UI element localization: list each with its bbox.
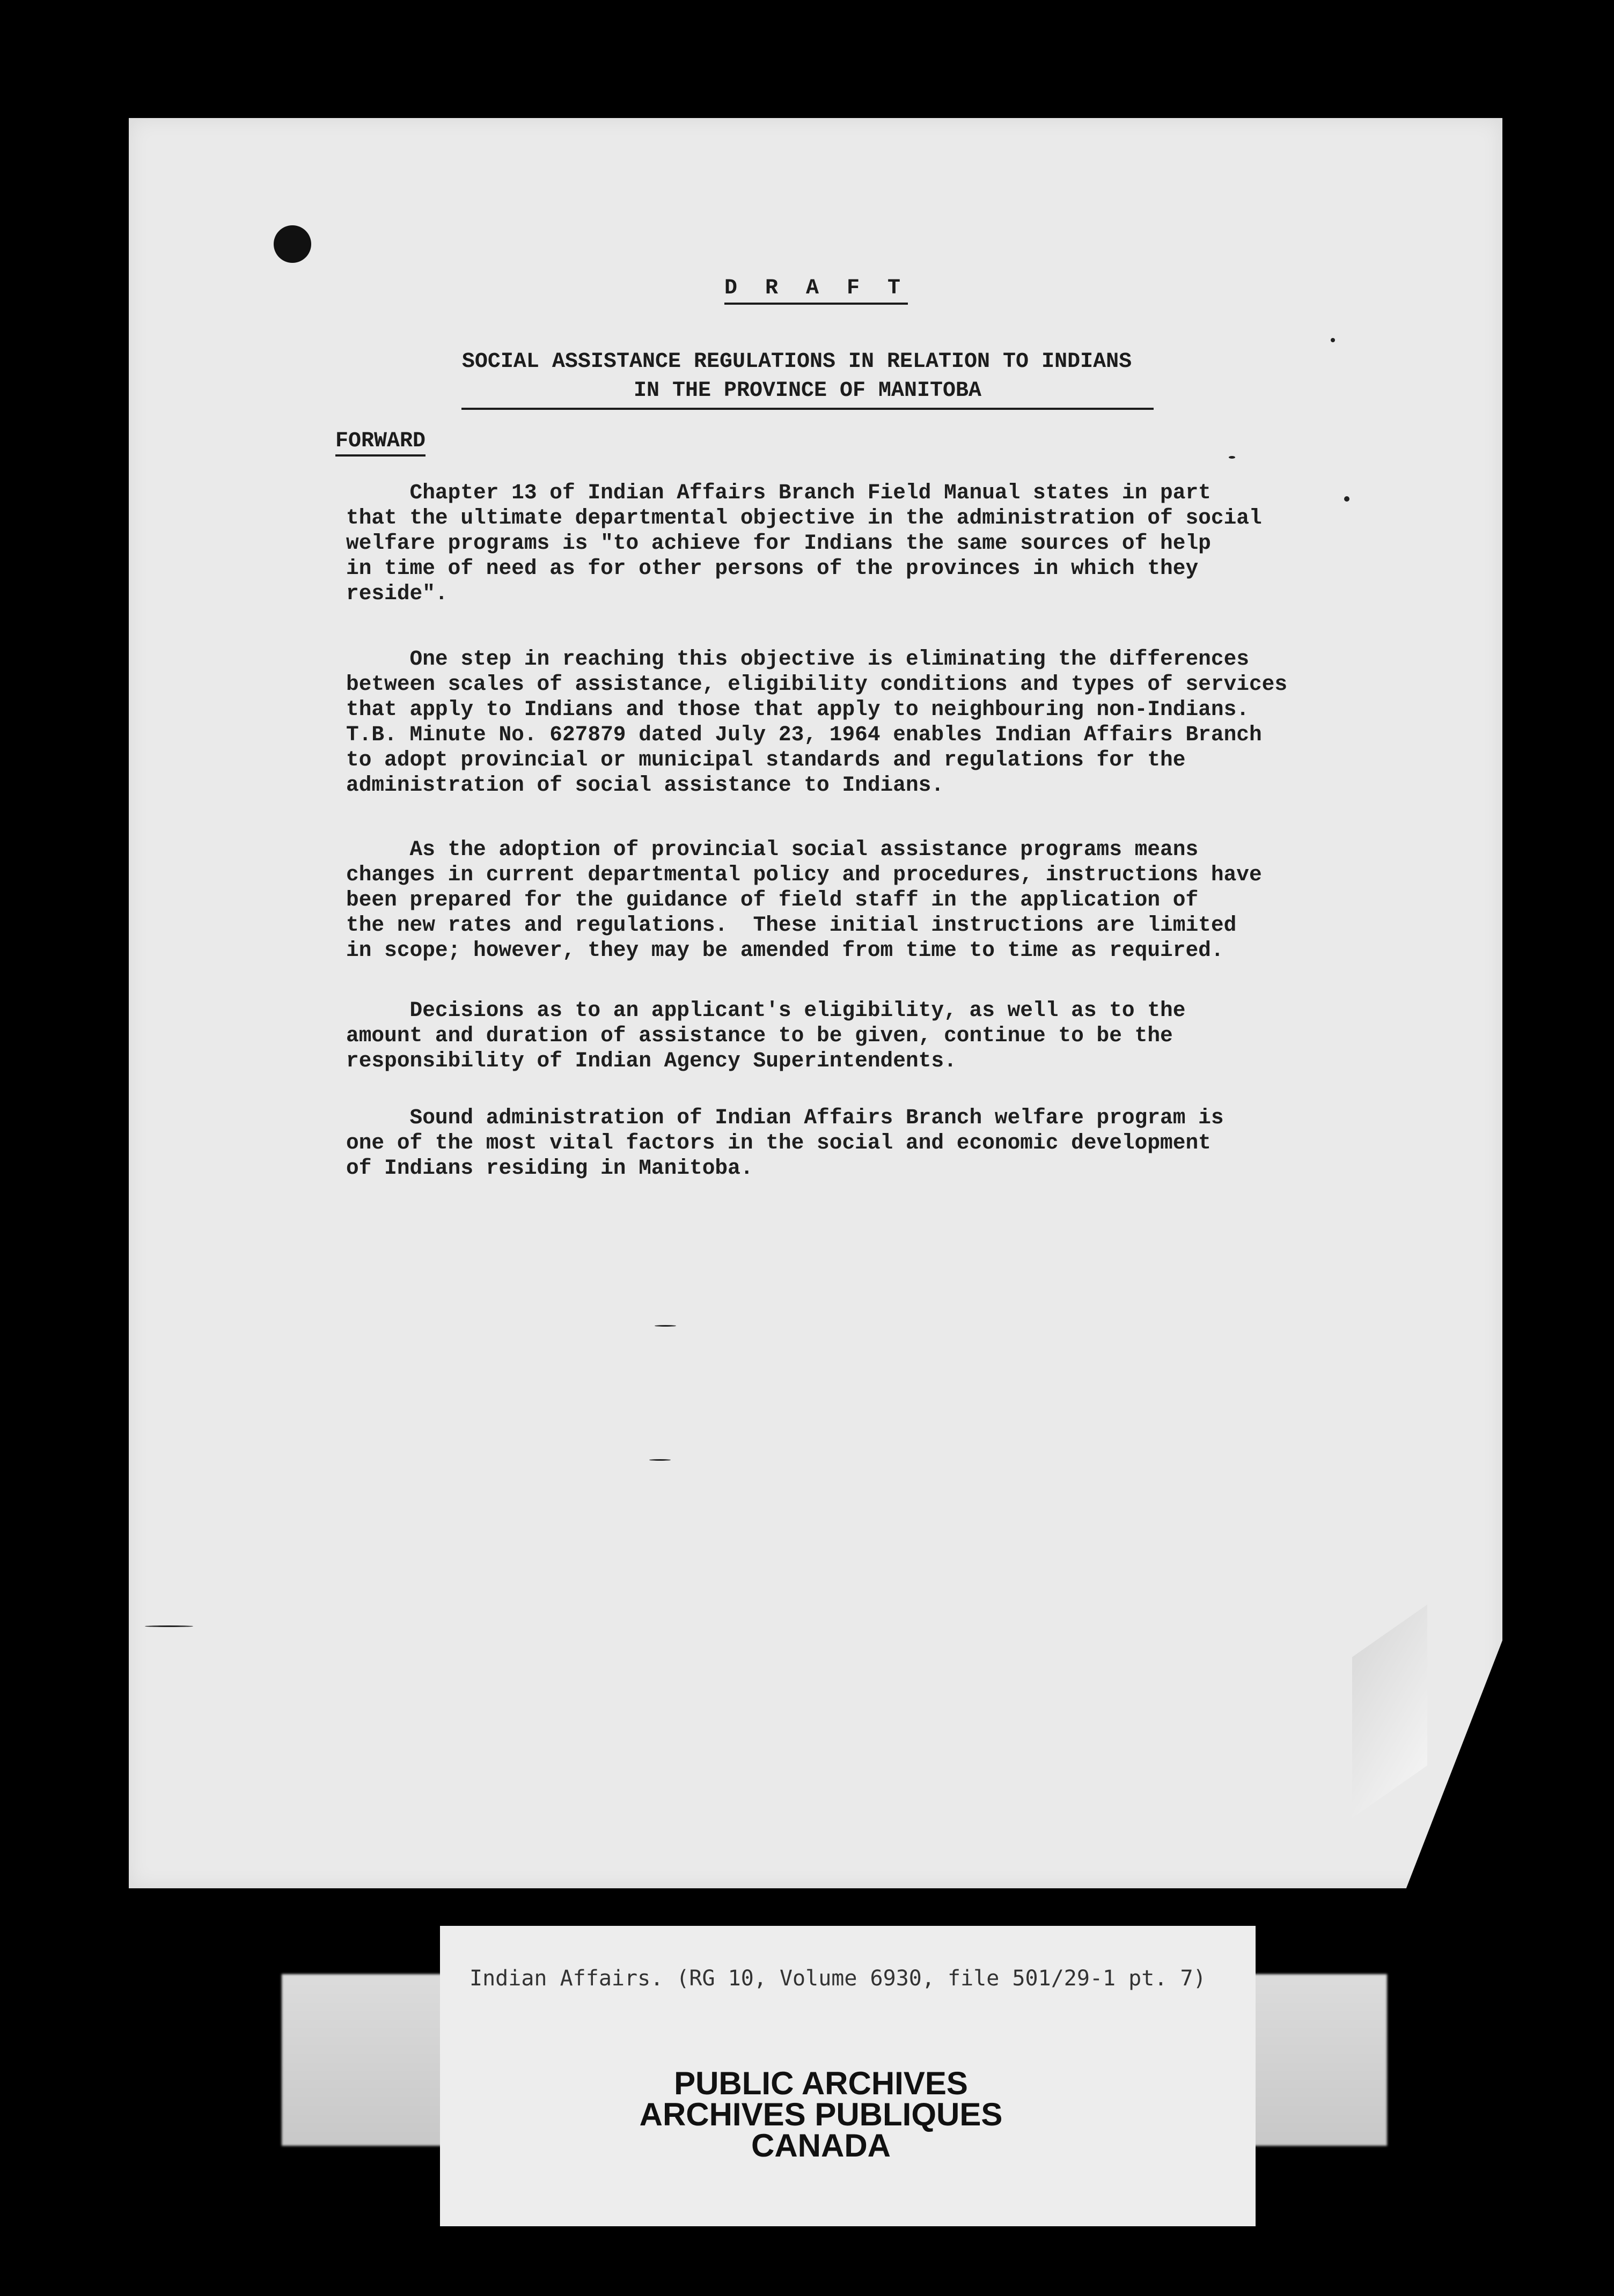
document-title bbox=[440, 348, 1154, 410]
archive-stamp-line-3: CANADA bbox=[751, 2128, 891, 2163]
paper-speck bbox=[145, 1625, 193, 1627]
paragraph: Sound administration of Indian Affairs Branch welfare program is one of the most vital factors in the social and economic development of Indians residing in Manitoba. bbox=[346, 1106, 1224, 1180]
archive-stamp-line-1: PUBLIC ARCHIVES bbox=[674, 2065, 968, 2101]
archive-stamp-line-2: ARCHIVES PUBLIQUES bbox=[639, 2096, 1003, 2132]
paper-speck bbox=[655, 1325, 676, 1327]
paragraph: Chapter 13 of Indian Affairs Branch Field Manual states in part that the ultimate departmental objective in the administration of social welfare programs is "to achieve for Indians the same sources of help in time of need as for other persons of the provinces in which they reside". bbox=[346, 481, 1262, 606]
title-line-2: IN THE PROVINCE OF MANITOBA bbox=[461, 377, 1154, 410]
paper-speck bbox=[1229, 456, 1235, 459]
archive-reference: Indian Affairs. (RG 10, Volume 6930, file 501/29-1 pt. 7) bbox=[469, 1966, 1206, 1991]
paragraph: Decisions as to an applicant's eligibility, as well as to the amount and duration of assistance to be given, continue to be the responsibility of Indian Agency Superintendents. bbox=[346, 998, 1186, 1073]
archive-stamp bbox=[579, 2065, 1062, 2163]
paragraph: As the adoption of provincial social assistance programs means changes in current departmental policy and procedures, instructions have been prepared for the guidance of field staff in the application of the new rates and regulations. These initial instructions are limited in scope; however, they may be amended from time to time as required. bbox=[346, 837, 1262, 962]
title-line-1: SOCIAL ASSISTANCE REGULATIONS IN RELATION TO INDIANS bbox=[461, 350, 1132, 374]
draft-header: D R A F T bbox=[724, 276, 908, 305]
paper-speck bbox=[1331, 338, 1335, 342]
paragraph: One step in reaching this objective is eliminating the differences between scales of assistance, eligibility conditions and types of services that apply to Indians and those that apply to neighbouring non-Indians. T.B. Minute No. 627879 dated July 23, 1964 enables Indian Affairs Branch to adopt provincial or municipal standards and regulations for the administration of social assistance to Indians. bbox=[346, 647, 1288, 797]
paper-speck bbox=[649, 1459, 671, 1461]
section-heading: FORWARD bbox=[335, 429, 425, 457]
punch-hole bbox=[274, 225, 311, 263]
